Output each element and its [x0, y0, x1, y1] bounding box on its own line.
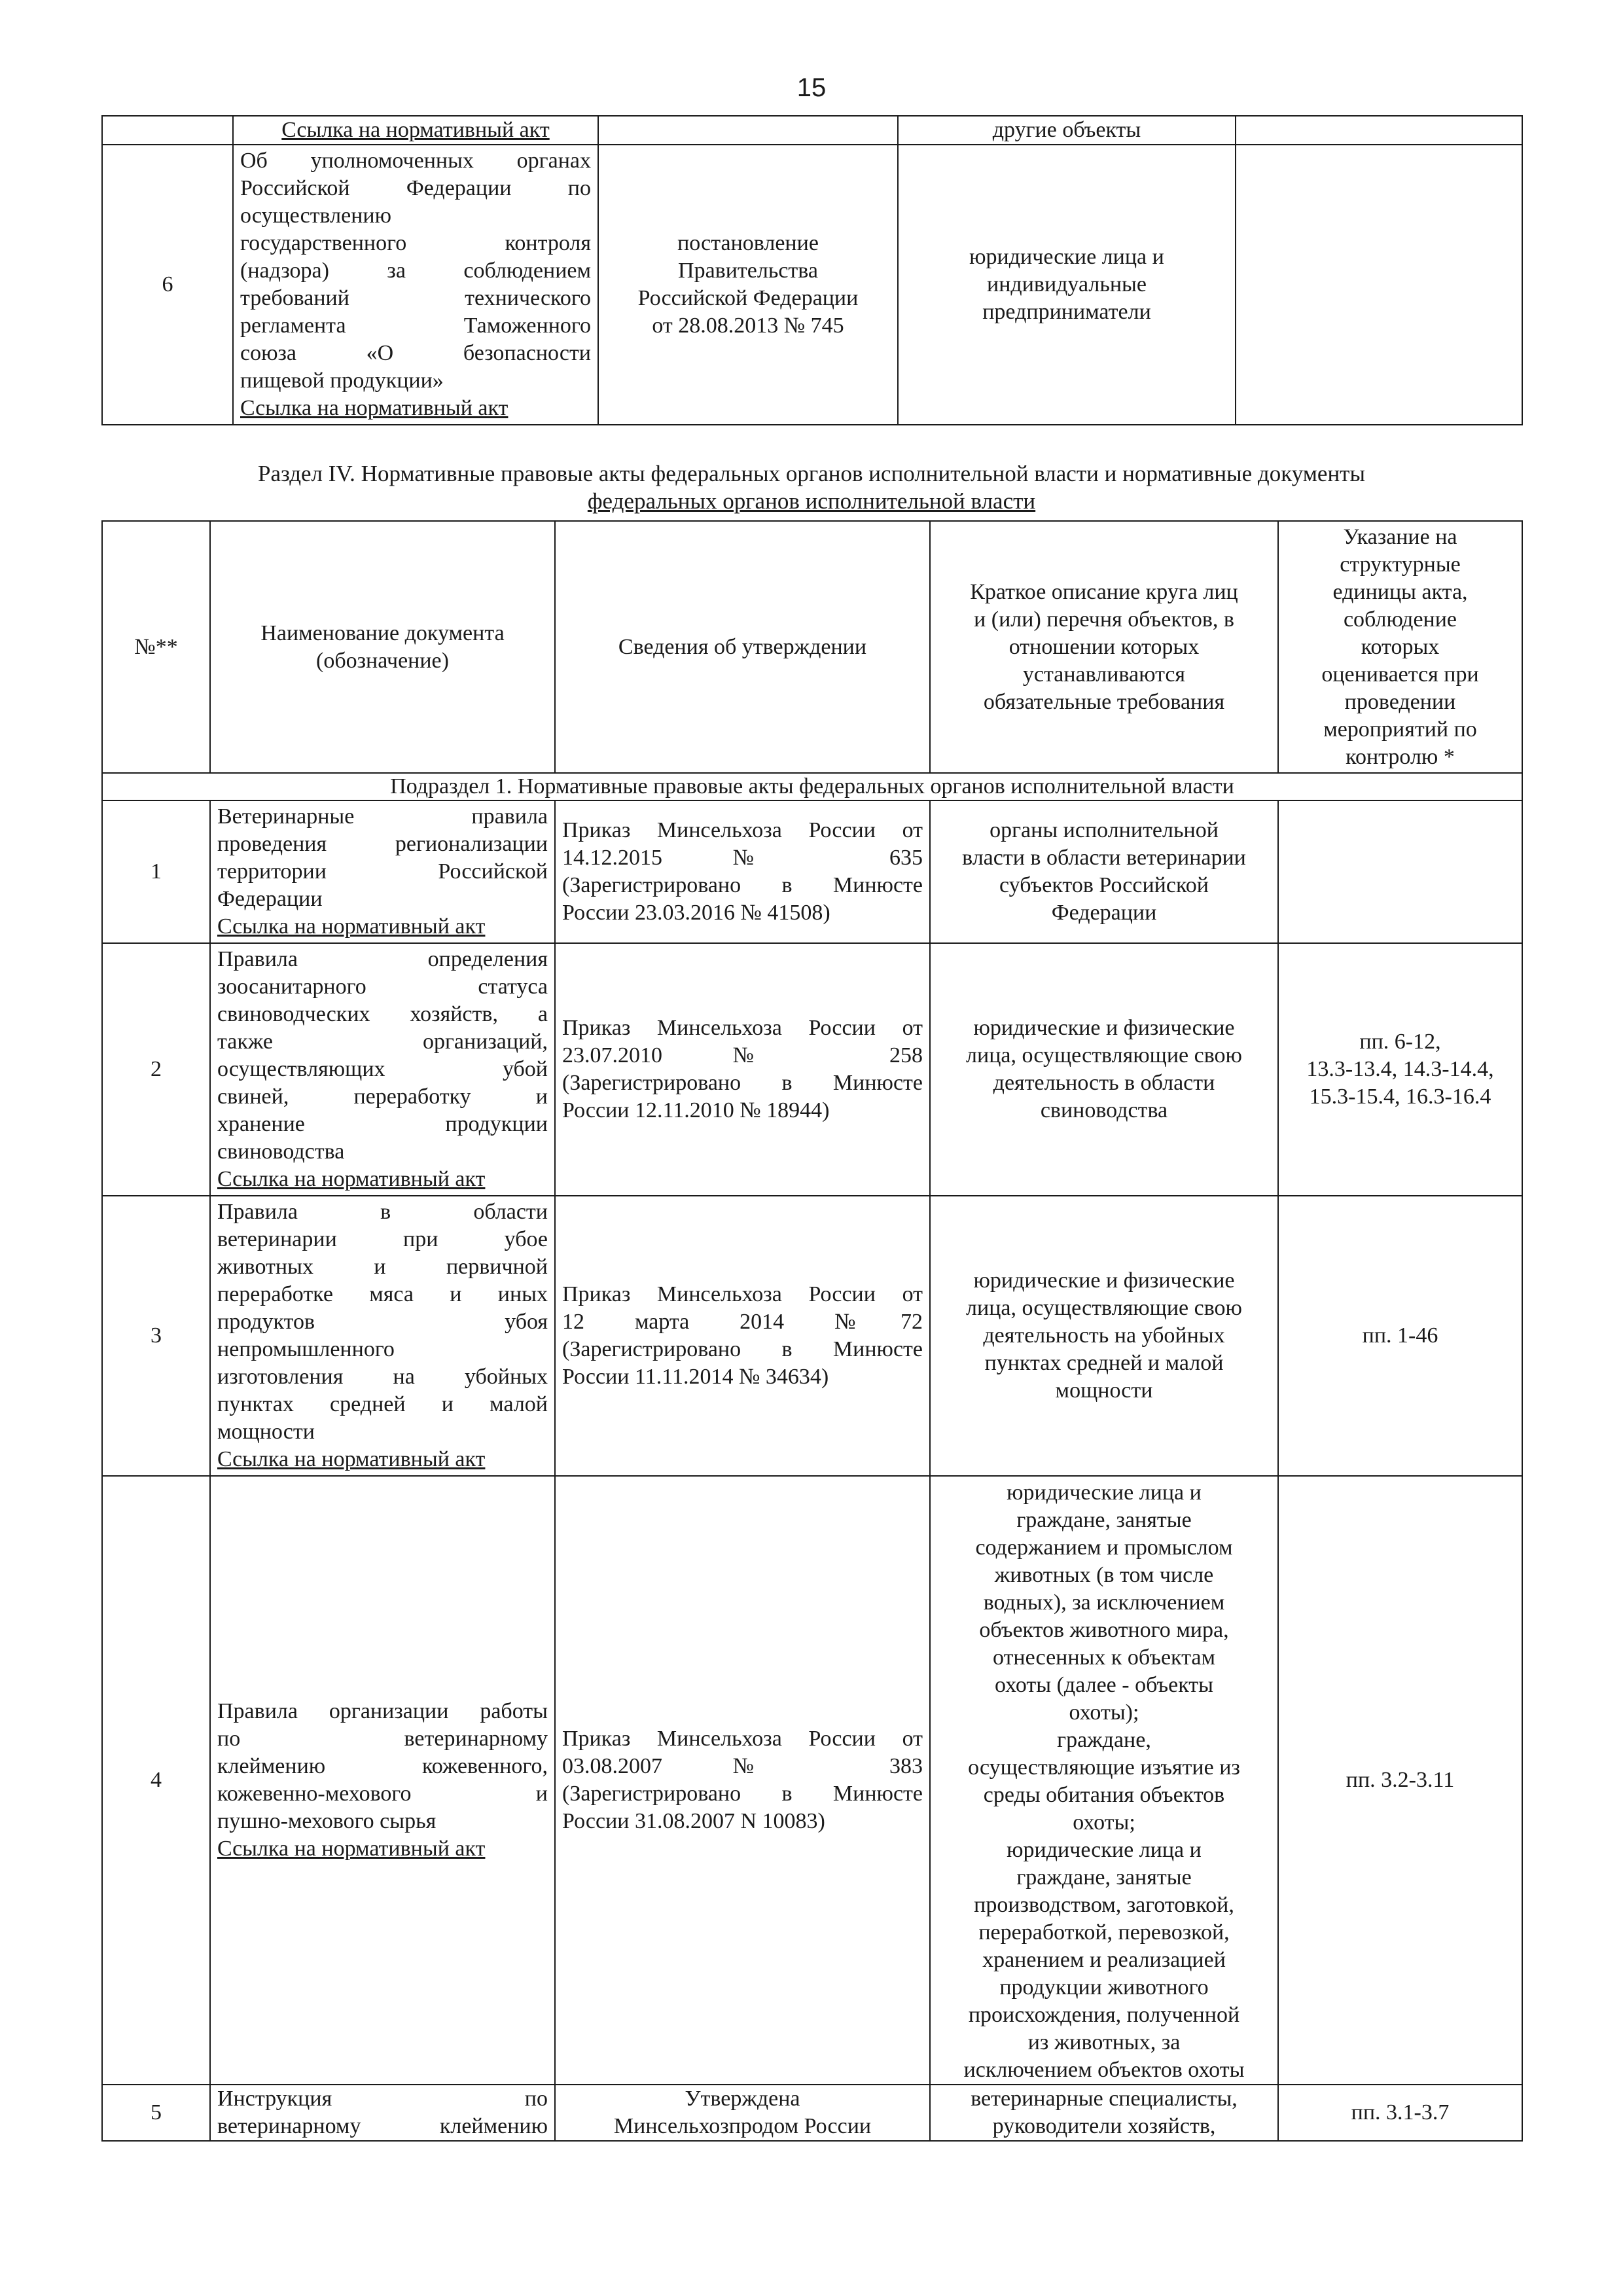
- document-name: Правила организации работы по ветеринарному клеймению кожевенного, кожевенно-мехового и пушно-мехового сырья Ссылка на нормативный акт: [210, 1476, 555, 2085]
- page-number: 15: [796, 73, 827, 102]
- structural-units: пп. 3.1-3.7: [1278, 2085, 1522, 2141]
- subsection-title: Подраздел 1. Нормативные правовые акты федеральных органов исполнительной власти: [102, 773, 1522, 800]
- normative-act-link[interactable]: Ссылка на нормативный акт: [217, 1447, 486, 1471]
- section-title: Раздел IV. Нормативные правовые акты федеральных органов исполнительной власти и нормативные документы федеральных органов исполнительной власти: [258, 461, 1365, 514]
- normative-act-link[interactable]: Ссылка на нормативный акт: [217, 914, 486, 939]
- table-row: [102, 943, 1522, 1196]
- normative-act-link[interactable]: Ссылка на нормативный акт: [217, 1167, 486, 1191]
- document-name: Об уполномоченных органах Российской Федерации по осуществлению государственного контроля (надзора) за соблюдением требований технического регламента Таможенного союза «О безопасности пищевой продукции» Ссылка на нормативный акт: [233, 145, 598, 425]
- column-header-approval: Сведения об утверждении: [555, 521, 930, 773]
- objects-cell: другие объекты: [898, 116, 1236, 145]
- row-number: 1: [102, 800, 210, 943]
- continuation-table: [101, 115, 1523, 425]
- subjects-description: юридические лица и индивидуальные предприниматели: [898, 145, 1236, 425]
- table-row: [102, 116, 1522, 145]
- approval-info: Приказ Минсельхоза России от 23.07.2010 № 258 (Зарегистрировано в Минюсте России 12.11.2010 № 18944): [555, 943, 930, 1196]
- table-row: [102, 1476, 1522, 2085]
- structural-units: пп. 1-46: [1278, 1196, 1522, 1476]
- row-number: 6: [102, 145, 233, 425]
- row-number: 2: [102, 943, 210, 1196]
- normative-act-link[interactable]: Ссылка на нормативный акт: [240, 396, 508, 420]
- subjects-description: органы исполнительной власти в области ветеринарии субъектов Российской Федерации: [930, 800, 1278, 943]
- approval-info: Приказ Минсельхоза России от 14.12.2015 № 635 (Зарегистрировано в Минюсте России 23.03.2016 № 41508): [555, 800, 930, 943]
- subjects-description: юридические лица и граждане, занятые содержанием и промыслом животных (в том числе водных), за исключением объектов животного мира, отнесенных к объектам охоты (далее - объекты охоты); граждане, осуществляющие изъятие из среды обитания объектов охоты; юридические лица и граждане, занятые производством, заготовкой, переработкой, перевозкой, хранением и реализацией продукции животного происхождения, полученной из животных, за исключением объектов охоты: [930, 1476, 1278, 2085]
- normative-act-link[interactable]: Ссылка на нормативный акт: [217, 1837, 486, 1861]
- row-number: 5: [102, 2085, 210, 2141]
- document-name: Правила в области ветеринарии при убое животных и первичной переработке мяса и иных продуктов убоя непромышленного изготовления на убойных пунктах средней и малой мощности Ссылка на нормативный акт: [210, 1196, 555, 1476]
- subsection-row: [102, 773, 1522, 800]
- row-number: 4: [102, 1476, 210, 2085]
- table-header-row: [102, 521, 1522, 773]
- approval-info: постановление Правительства Российской Федерации от 28.08.2013 № 745: [598, 145, 898, 425]
- column-header-name: Наименование документа (обозначение): [210, 521, 555, 773]
- normative-act-link[interactable]: Ссылка на нормативный акт: [233, 116, 598, 145]
- table-row: [102, 2085, 1522, 2141]
- structural-units: пп. 6-12, 13.3-13.4, 14.3-14.4, 15.3-15.4, 16.3-16.4: [1278, 943, 1522, 1196]
- subjects-description: юридические и физические лица, осуществляющие свою деятельность на убойных пунктах средней и малой мощности: [930, 1196, 1278, 1476]
- approval-info: Утверждена Минсельхозпродом России: [555, 2085, 930, 2141]
- structural-units: [1278, 800, 1522, 943]
- table-row: [102, 1196, 1522, 1476]
- column-header-number: №**: [102, 521, 210, 773]
- document-name: Правила определения зоосанитарного статуса свиноводческих хозяйств, а также организаций, осуществляющих убой свиней, переработку и хранение продукции свиноводства Ссылка на нормативный акт: [210, 943, 555, 1196]
- document-name: Ветеринарные правила проведения регионализации территории Российской Федерации Ссылка на нормативный акт: [210, 800, 555, 943]
- column-header-subjects: Краткое описание круга лиц и (или) перечня объектов, в отношении которых устанавливаются обязательные требования: [930, 521, 1278, 773]
- structural-units: пп. 3.2-3.11: [1278, 1476, 1522, 2085]
- normative-acts-table: [101, 520, 1523, 2142]
- table-row: [102, 800, 1522, 943]
- column-header-units: Указание на структурные единицы акта, соблюдение которых оценивается при проведении мероприятий по контролю *: [1278, 521, 1522, 773]
- document-name: Инструкция по ветеринарному клеймению: [210, 2085, 555, 2141]
- approval-info: Приказ Минсельхоза России от 12 марта 2014 №72 (Зарегистрировано в Минюсте России 11.11.2014 № 34634): [555, 1196, 930, 1476]
- subjects-description: юридические и физические лица, осуществляющие свою деятельность в области свиноводства: [930, 943, 1278, 1196]
- table-row: [102, 145, 1522, 425]
- subjects-description: ветеринарные специалисты, руководители хозяйств,: [930, 2085, 1278, 2141]
- approval-info: Приказ Минсельхоза России от 03.08.2007 № 383 (Зарегистрировано в Минюсте России 31.08.2007 N 10083): [555, 1476, 930, 2085]
- row-number: 3: [102, 1196, 210, 1476]
